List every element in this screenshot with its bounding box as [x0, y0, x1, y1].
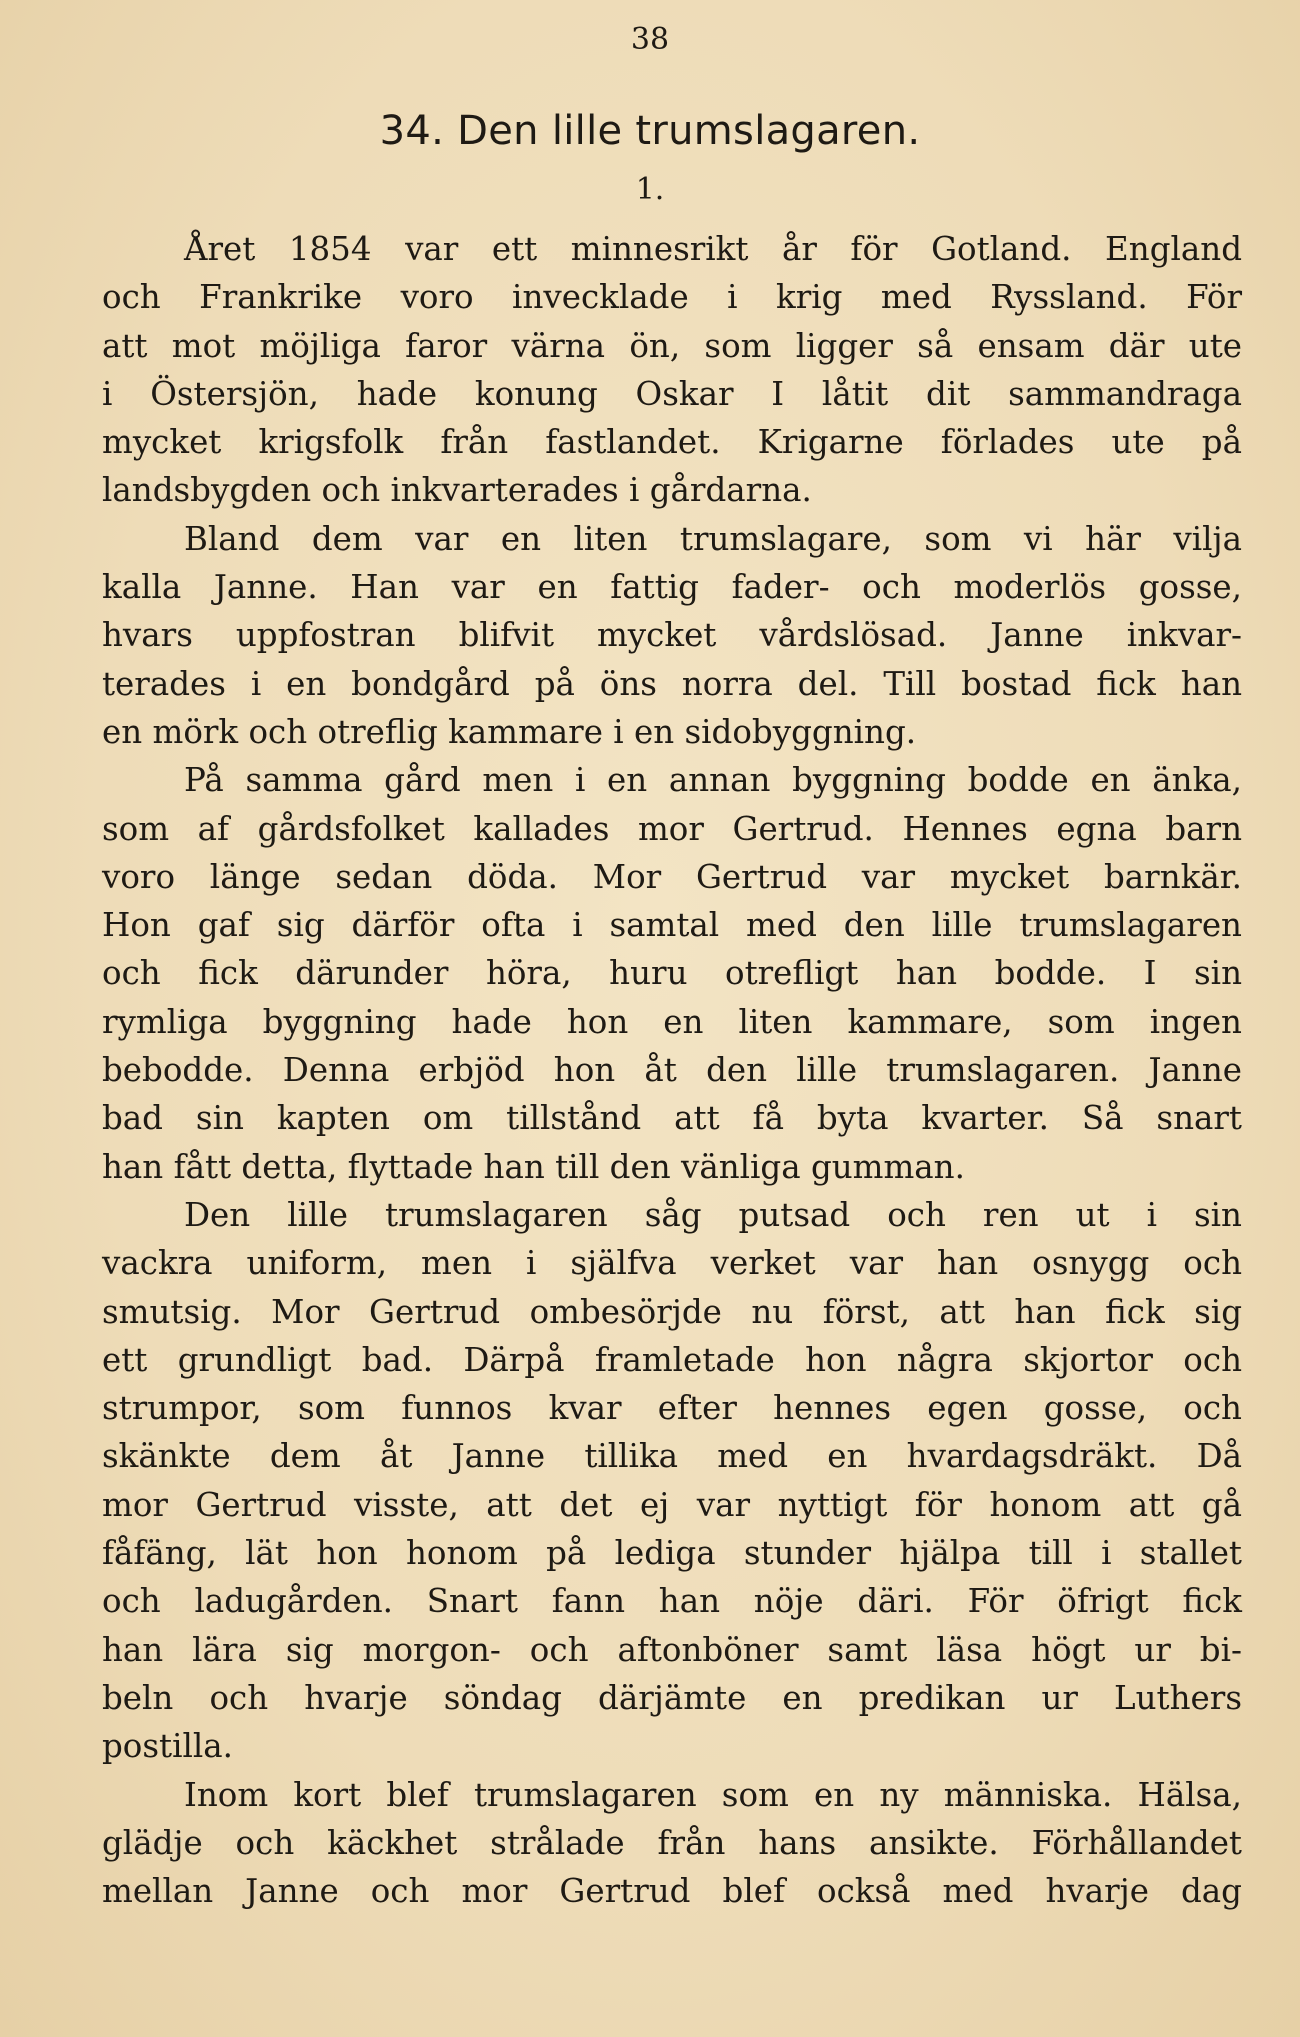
text-line: mor Gertrud visste, att det ej var nyttigt för honom att gå [102, 1485, 1242, 1524]
page-number: 38 [630, 22, 670, 57]
text-line: att mot möjliga faror värna ön, som ligger så ensam där ute [102, 326, 1242, 365]
text-line: mycket krigsfolk från fastlandet. Krigarne förlades ute på [102, 423, 1242, 462]
text-line: glädje och käckhet strålade från hans ansikte. Förhållandet [102, 1823, 1242, 1862]
text-line: fåfäng, lät hon honom på lediga stunder hjälpa till i stallet [102, 1534, 1242, 1573]
paragraph [102, 756, 1242, 1191]
text-line: Hon gaf sig därför ofta i samtal med den lille trumslagaren [102, 906, 1242, 945]
text-line: bebodde. Denna erbjöd hon åt den lille trumslagaren. Janne [102, 1051, 1242, 1090]
text-line: På samma gård men i en annan byggning bodde en änka, [184, 761, 1242, 800]
text-line: vackra uniform, men i själfva verket var han osnygg och [102, 1244, 1242, 1283]
text-line: beln och hvarje söndag därjämte en predikan ur Luthers [102, 1678, 1242, 1717]
text-line: smutsig. Mor Gertrud ombesörjde nu först, att han fick sig [102, 1292, 1242, 1331]
text-line: ett grundligt bad. Därpå framletade hon några skjortor och [102, 1340, 1242, 1379]
text-line: strumpor, som funnos kvar efter hennes egen gosse, och [102, 1389, 1242, 1428]
text-line: Året 1854 var ett minnesrikt år för Gotland. England [184, 230, 1242, 268]
text-line: landsbygden och inkvarterades i gårdarna. [102, 471, 812, 510]
paragraph [102, 1771, 1242, 1916]
text-line: bad sin kapten om tillstånd att få byta kvarter. Så snart [102, 1099, 1242, 1138]
text-line: och fick därunder höra, huru otrefligt han bodde. I sin [102, 954, 1242, 993]
text-line: voro länge sedan döda. Mor Gertrud var mycket barnkär. [102, 857, 1242, 896]
text-line: postilla. [102, 1727, 233, 1766]
text-line: mellan Janne och mor Gertrud blef också med hvarje dag [102, 1872, 1242, 1911]
chapter-title: 34. Den lille trumslagaren. [379, 108, 921, 154]
text-line: som af gårdsfolket kallades mor Gertrud. Hennes egna barn [102, 809, 1242, 848]
text-line: i Östersjön, hade konung Oskar I låtit dit sammandraga [102, 374, 1242, 413]
text-line: Inom kort blef trumslagaren som en ny människa. Hälsa, [184, 1775, 1242, 1814]
text-line: Bland dem var en liten trumslagare, som vi här vilja [184, 519, 1242, 558]
text-line: hvars uppfostran blifvit mycket vårdslösad. Janne inkvar- [102, 616, 1242, 655]
paragraph [102, 515, 1242, 756]
paragraph [102, 1191, 1242, 1771]
text-line: han fått detta, flyttade han till den vänliga gumman. [102, 1147, 965, 1186]
text-line: Den lille trumslagaren såg putsad och ren ut i sin [184, 1195, 1242, 1234]
paragraph [102, 225, 1242, 515]
text-line: skänkte dem åt Janne tillika med en hvardagsdräkt. Då [102, 1437, 1242, 1476]
text-line: han lära sig morgon- och aftonböner samt läsa högt ur bi- [102, 1630, 1242, 1669]
text-line: terades i en bondgård på öns norra del. Till bostad fick han [102, 664, 1242, 703]
text-line: en mörk och otreflig kammare i en sidobyggning. [102, 712, 917, 751]
text-line: och Frankrike voro invecklade i krig med Ryssland. För [102, 278, 1242, 317]
text-line: rymliga byggning hade hon en liten kammare, som ingen [102, 1002, 1242, 1041]
body-text [102, 225, 1242, 1915]
text-line: och ladugården. Snart fann han nöje däri. För öfrigt fick [102, 1582, 1242, 1621]
section-number: 1. [635, 172, 665, 207]
text-line: kalla Janne. Han var en fattig fader- och moderlös gosse, [102, 568, 1242, 607]
